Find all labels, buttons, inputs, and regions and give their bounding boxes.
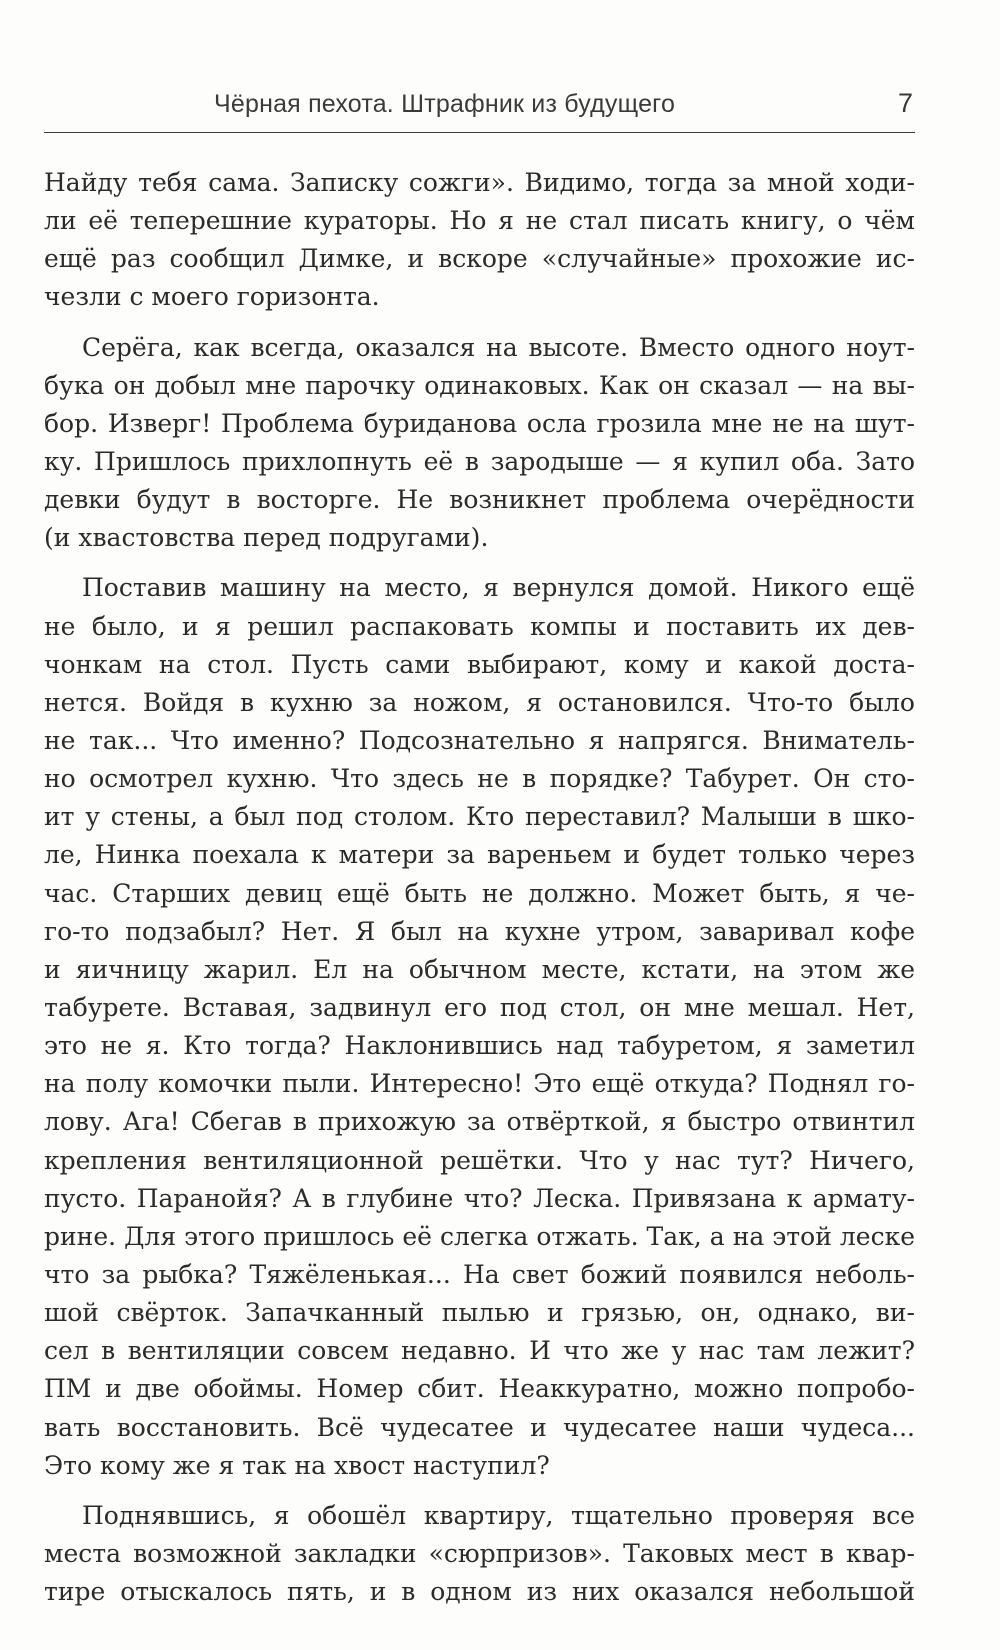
text-line: вать восстановить. Всё чудесатее и чудесатее наши чудеса... bbox=[44, 1412, 915, 1442]
text-line: шой свёрток. Запачканный пылью и грязью, он, однако, ви- bbox=[44, 1298, 915, 1328]
text-line: бор. Изверг! Проблема буриданова осла грозила мне не на шут- bbox=[44, 408, 915, 438]
text-line: и яичницу жарил. Ел на обычном месте, кстати, на этом же bbox=[44, 954, 915, 984]
text-line: ле, Нинка поехала к матери за вареньем и будет только через bbox=[44, 840, 915, 870]
text-line: Поднявшись, я обошёл квартиру, тщательно проверяя все bbox=[82, 1500, 915, 1530]
paragraph bbox=[44, 329, 915, 558]
text-line: девки будут в восторге. Не возникнет проблема очерёдности bbox=[44, 485, 915, 515]
text-line: места возможной закладки «сюрпризов». Таковых мест в квар- bbox=[44, 1538, 915, 1568]
text-line: пусто. Паранойя? А в глубине что? Леска. Привязана к армату- bbox=[44, 1183, 915, 1213]
text-line: ли её теперешние кураторы. Но я не стал писать книгу, о чём bbox=[44, 206, 915, 236]
text-line: ещё раз сообщил Димке, и вскоре «случайные» прохожие ис- bbox=[44, 244, 915, 274]
text-line: ит у стены, а был под столом. Кто переставил? Малыши в шко- bbox=[44, 802, 915, 832]
text-line: чезли с моего горизонта. bbox=[44, 282, 380, 312]
text-line: крепления вентиляционной решётки. Что у нас тут? Ничего, bbox=[44, 1145, 915, 1175]
text-line: тире отыскалось пять, и в одном из них оказался небольшой bbox=[44, 1577, 915, 1607]
text-line: не так... Что именно? Подсознательно я напрягся. Вниматель- bbox=[44, 725, 915, 755]
text-line: не было, и я решил распаковать компы и поставить их дев- bbox=[44, 611, 915, 641]
text-line: ПМ и две обоймы. Номер сбит. Неаккуратно, можно попробо- bbox=[44, 1374, 915, 1404]
text-line: на полу комочки пыли. Интересно! Это ещё откуда? Поднял го- bbox=[44, 1069, 915, 1099]
text-line: рине. Для этого пришлось её слегка отжать. Так, а на этой леске bbox=[44, 1221, 915, 1251]
paragraph bbox=[44, 1497, 915, 1611]
text-line: Серёга, как всегда, оказался на высоте. Вместо одного ноут- bbox=[82, 332, 915, 362]
text-line: но осмотрел кухню. Что здесь не в порядке? Табурет. Он сто- bbox=[44, 764, 915, 794]
text-line: чонкам на стол. Пусть сами выбирают, кому и какой доста- bbox=[44, 649, 915, 679]
text-line: табурете. Вставая, задвинул его под стол, он мне мешал. Нет, bbox=[44, 992, 915, 1022]
text-line: сел в вентиляции совсем недавно. И что же у нас там лежит? bbox=[44, 1336, 915, 1366]
book-title: Чёрная пехота. Штрафник из будущего bbox=[214, 90, 676, 118]
body-text bbox=[44, 164, 915, 1611]
running-header bbox=[44, 88, 915, 133]
text-line: бука он добыл мне парочку одинаковых. Как он сказал — на вы- bbox=[44, 370, 915, 400]
page-number: 7 bbox=[897, 88, 913, 118]
text-line: что за рыбка? Тяжёленькая... На свет божий появился неболь- bbox=[44, 1259, 915, 1289]
text-line: Найду тебя сама. Записку сожги». Видимо, тогда за мной ходи- bbox=[44, 168, 915, 197]
text-line: ку. Пришлось прихлопнуть её в зародыше — я купил оба. Зато bbox=[44, 446, 915, 476]
text-line: лову. Ага! Сбегав в прихожую за отвёрткой, я быстро отвинтил bbox=[44, 1107, 915, 1137]
paragraph bbox=[44, 569, 915, 1484]
text-line: это не я. Кто тогда? Наклонившись над табуретом, я заметил bbox=[44, 1031, 915, 1061]
text-line: час. Старших девиц ещё быть не должно. Может быть, я че- bbox=[44, 878, 915, 908]
text-line: го-то подзабыл? Нет. Я был на кухне утром, заваривал кофе bbox=[44, 916, 915, 946]
paragraph bbox=[44, 164, 915, 317]
text-line: Это кому же я так на хвост наступил? bbox=[44, 1450, 550, 1480]
text-line: (и хвастовства перед подругами). bbox=[44, 523, 489, 553]
text-line: нется. Войдя в кухню за ножом, я остановился. Что-то было bbox=[44, 687, 915, 717]
text-line: Поставив машину на место, я вернулся домой. Никого ещё bbox=[82, 573, 915, 603]
